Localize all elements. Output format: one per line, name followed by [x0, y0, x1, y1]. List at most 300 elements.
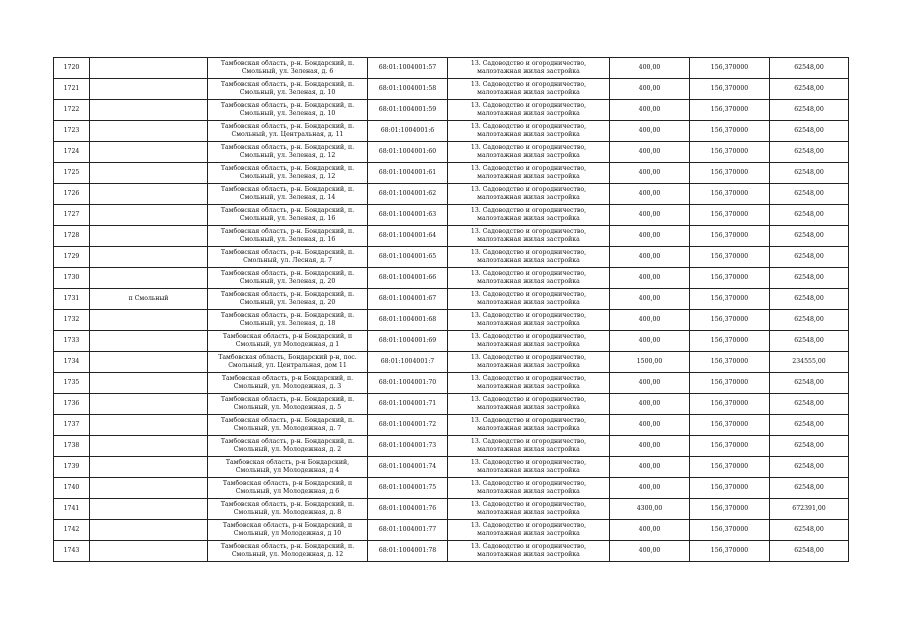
- address-cell: [208, 142, 368, 163]
- land-use-line-1: 13. Садоводство и огородничество,: [470, 102, 587, 109]
- table-row: [54, 58, 849, 79]
- row-number-cell: [54, 142, 90, 163]
- cadastral-number-cell: [368, 247, 448, 268]
- cadastral-number: 68:01:1004001:65: [378, 253, 437, 260]
- land-use-line-2: малоэтажная жилая застройка: [477, 215, 580, 222]
- cost-cell: [770, 478, 849, 499]
- land-use-line-1: 13. Садоводство и огородничество,: [470, 501, 587, 508]
- cadastral-number: 68:01:1004001:57: [378, 64, 437, 71]
- cost-cell: [770, 163, 849, 184]
- cost-value: 62548,00: [794, 169, 824, 176]
- row-number: 1743: [63, 547, 80, 554]
- cost-cell: [770, 541, 849, 562]
- cost-cell: [770, 352, 849, 373]
- address-line-2: Смольный, ул. Зеленая, д. 12: [239, 152, 336, 159]
- cadastral-number-cell: [368, 373, 448, 394]
- row-number: 1729: [63, 253, 80, 260]
- cadastral-number: 68:01:1004001:66: [378, 274, 437, 281]
- address-line-1: Тамбовская область, р-н. Бондарский, п.: [220, 396, 355, 403]
- land-use-line-2: малоэтажная жилая застройка: [477, 257, 580, 264]
- address-cell: [208, 373, 368, 394]
- locality-cell: [90, 58, 208, 79]
- cadastral-number: 68:01:1004001:62: [378, 190, 437, 197]
- address-line-2: Смольный, ул. Зеленая, д. 20: [239, 278, 336, 285]
- address-line-2: Смольный, ул. Молодежная, д. 2: [233, 446, 342, 453]
- address-cell: [208, 184, 368, 205]
- land-use-line-1: 13. Садоводство и огородничество,: [470, 522, 587, 529]
- address-line-1: Тамбовская область, р-н Бондарский,: [225, 459, 350, 466]
- rate-cell: [690, 289, 770, 310]
- table-row: [54, 310, 849, 331]
- rate-value: 156,370000: [710, 337, 749, 344]
- land-use-line-2: малоэтажная жилая застройка: [477, 152, 580, 159]
- cost-value: 62548,00: [794, 295, 824, 302]
- row-number: 1731: [63, 295, 80, 302]
- land-use-line-2: малоэтажная жилая застройка: [477, 89, 580, 96]
- address-cell: [208, 100, 368, 121]
- address-line-1: Тамбовская область, р-н. Бондарский, п.: [220, 417, 355, 424]
- land-use-line-2: малоэтажная жилая застройка: [477, 341, 580, 348]
- row-number: 1741: [63, 505, 80, 512]
- row-number: 1720: [63, 64, 80, 71]
- land-use-line-2: малоэтажная жилая застройка: [477, 530, 580, 537]
- area-value: 400,00: [638, 379, 661, 386]
- cadastral-number-cell: [368, 184, 448, 205]
- area-cell: [610, 226, 690, 247]
- land-use-line-1: 13. Садоводство и огородничество,: [470, 459, 587, 466]
- row-number-cell: [54, 205, 90, 226]
- land-use-cell: [448, 268, 610, 289]
- area-value: 400,00: [638, 400, 661, 407]
- table-row: [54, 247, 849, 268]
- rate-value: 156,370000: [710, 190, 749, 197]
- area-value: 400,00: [638, 547, 661, 554]
- table-row: [54, 331, 849, 352]
- cost-value: 62548,00: [794, 253, 824, 260]
- cost-value: 62548,00: [794, 421, 824, 428]
- land-use-cell: [448, 352, 610, 373]
- locality-cell: [90, 541, 208, 562]
- cadastral-number: 68:01:1004001:61: [378, 169, 437, 176]
- row-number-cell: [54, 457, 90, 478]
- locality-cell: [90, 499, 208, 520]
- land-use-line-2: малоэтажная жилая застройка: [477, 446, 580, 453]
- cost-cell: [770, 310, 849, 331]
- area-cell: [610, 310, 690, 331]
- cost-value: 62548,00: [794, 274, 824, 281]
- table-row: [54, 415, 849, 436]
- address-cell: [208, 205, 368, 226]
- locality-cell: [90, 226, 208, 247]
- address-line-1: Тамбовская область, р-н. Бондарский, п.: [220, 438, 355, 445]
- land-use-line-2: малоэтажная жилая застройка: [477, 488, 580, 495]
- cadastral-number: 68:01:1004001:71: [378, 400, 437, 407]
- address-line-1: Тамбовская область, р-н. Бондарский, п.: [220, 60, 355, 67]
- address-cell: [208, 415, 368, 436]
- row-number-cell: [54, 79, 90, 100]
- table-row: [54, 100, 849, 121]
- address-line-1: Тамбовская область, р-н Бондарский, п.: [221, 375, 354, 382]
- area-cell: [610, 79, 690, 100]
- address-cell: [208, 436, 368, 457]
- cost-value: 62548,00: [794, 64, 824, 71]
- land-use-cell: [448, 415, 610, 436]
- land-use-cell: [448, 541, 610, 562]
- rate-cell: [690, 205, 770, 226]
- address-line-1: Тамбовская область, р-н Бондарский, п: [222, 480, 353, 487]
- land-use-line-2: малоэтажная жилая застройка: [477, 509, 580, 516]
- locality-cell: [90, 331, 208, 352]
- address-line-1: Тамбовская область, р-н. Бондарский, п.: [220, 501, 355, 508]
- address-line-2: Смольный, ул. Зеленая, д. 16: [239, 215, 336, 222]
- row-number: 1742: [63, 526, 80, 533]
- rate-cell: [690, 184, 770, 205]
- cost-value: 62548,00: [794, 463, 824, 470]
- address-line-2: Смольный, ул. Лесная, д. 7: [243, 257, 332, 264]
- locality-cell: [90, 436, 208, 457]
- rate-cell: [690, 352, 770, 373]
- cost-cell: [770, 121, 849, 142]
- row-number: 1740: [63, 484, 80, 491]
- locality-cell: [90, 79, 208, 100]
- cadastral-number: 68:01:1004001:6: [380, 127, 435, 134]
- table-row: [54, 184, 849, 205]
- land-use-line-1: 13. Садоводство и огородничество,: [470, 333, 587, 340]
- locality-cell: [90, 457, 208, 478]
- land-use-line-2: малоэтажная жилая застройка: [477, 362, 580, 369]
- land-use-cell: [448, 100, 610, 121]
- area-cell: [610, 247, 690, 268]
- rate-cell: [690, 121, 770, 142]
- land-use-line-1: 13. Садоводство и огородничество,: [470, 480, 587, 487]
- land-use-line-1: 13. Садоводство и огородничество,: [470, 270, 587, 277]
- cadastral-number: 68:01:1004001:58: [378, 85, 437, 92]
- land-use-cell: [448, 163, 610, 184]
- row-number-cell: [54, 373, 90, 394]
- cadastral-number-cell: [368, 205, 448, 226]
- rate-cell: [690, 541, 770, 562]
- table-row: [54, 373, 849, 394]
- row-number: 1725: [63, 169, 80, 176]
- cadastral-number-cell: [368, 478, 448, 499]
- cost-value: 62548,00: [794, 85, 824, 92]
- address-line-2: Смольный, ул. Молодежная, д. 12: [231, 551, 344, 558]
- address-line-2: Смольный, ул Молодежная, д 1: [235, 341, 340, 348]
- address-line-1: Тамбовская область, р-н. Бондарский, п.: [220, 123, 355, 130]
- address-line-2: Смольный, ул. Центральная, дом 11: [228, 362, 347, 369]
- address-line-1: Тамбовская область, р-н. Бондарский, п.: [220, 165, 355, 172]
- area-cell: [610, 268, 690, 289]
- land-use-cell: [448, 58, 610, 79]
- area-value: 400,00: [638, 295, 661, 302]
- area-value: 400,00: [638, 316, 661, 323]
- area-cell: [610, 373, 690, 394]
- table-row: [54, 478, 849, 499]
- land-use-cell: [448, 289, 610, 310]
- address-line-1: Тамбовская область, р-н. Бондарский, п.: [220, 228, 355, 235]
- cadastral-number-cell: [368, 121, 448, 142]
- land-use-line-2: малоэтажная жилая застройка: [477, 551, 580, 558]
- row-number-cell: [54, 268, 90, 289]
- address-line-2: Смольный, ул. Зеленая, д. 10: [239, 110, 336, 117]
- land-use-line-1: 13. Садоводство и огородничество,: [470, 123, 587, 130]
- address-line-1: Тамбовская область, р-н. Бондарский, п.: [220, 543, 355, 550]
- land-plot-table: [53, 57, 849, 562]
- address-line-1: Тамбовская область, р-н. Бондарский, п.: [220, 249, 355, 256]
- area-cell: [610, 205, 690, 226]
- area-value: 400,00: [638, 169, 661, 176]
- cost-value: 62548,00: [794, 127, 824, 134]
- land-use-cell: [448, 142, 610, 163]
- cadastral-number: 68:01:1004001:74: [378, 463, 437, 470]
- cadastral-number-cell: [368, 310, 448, 331]
- address-line-1: Тамбовская область, р-н. Бондарский, п.: [220, 291, 355, 298]
- cadastral-number: 68:01:1004001:68: [378, 316, 437, 323]
- table-row: [54, 499, 849, 520]
- address-cell: [208, 163, 368, 184]
- land-use-line-2: малоэтажная жилая застройка: [477, 110, 580, 117]
- cost-cell: [770, 457, 849, 478]
- land-use-line-2: малоэтажная жилая застройка: [477, 278, 580, 285]
- locality-cell: [90, 163, 208, 184]
- area-cell: [610, 415, 690, 436]
- cost-value: 62548,00: [794, 106, 824, 113]
- land-use-line-1: 13. Садоводство и огородничество,: [470, 144, 587, 151]
- row-number: 1738: [63, 442, 80, 449]
- rate-cell: [690, 163, 770, 184]
- area-value: 400,00: [638, 211, 661, 218]
- rate-cell: [690, 520, 770, 541]
- land-cadastral-table-sheet: [53, 57, 848, 562]
- cadastral-number: 68:01:1004001:70: [378, 379, 437, 386]
- area-value: 400,00: [638, 64, 661, 71]
- cost-cell: [770, 331, 849, 352]
- land-use-cell: [448, 478, 610, 499]
- land-use-line-1: 13. Садоводство и огородничество,: [470, 165, 587, 172]
- cost-value: 62548,00: [794, 148, 824, 155]
- cost-value: 62548,00: [794, 526, 824, 533]
- land-use-line-2: малоэтажная жилая застройка: [477, 194, 580, 201]
- row-number: 1737: [63, 421, 80, 428]
- area-cell: [610, 121, 690, 142]
- land-use-cell: [448, 310, 610, 331]
- land-use-line-2: малоэтажная жилая застройка: [477, 467, 580, 474]
- rate-cell: [690, 100, 770, 121]
- area-cell: [610, 478, 690, 499]
- area-cell: [610, 541, 690, 562]
- land-use-line-1: 13. Садоводство и огородничество,: [470, 186, 587, 193]
- land-use-cell: [448, 79, 610, 100]
- cadastral-number-cell: [368, 142, 448, 163]
- locality-cell: [90, 289, 208, 310]
- cost-cell: [770, 142, 849, 163]
- area-cell: [610, 436, 690, 457]
- rate-value: 156,370000: [710, 484, 749, 491]
- land-use-line-2: малоэтажная жилая застройка: [477, 131, 580, 138]
- row-number: 1730: [63, 274, 80, 281]
- cost-cell: [770, 268, 849, 289]
- cadastral-number-cell: [368, 100, 448, 121]
- cadastral-number-cell: [368, 520, 448, 541]
- area-cell: [610, 457, 690, 478]
- cadastral-number-cell: [368, 457, 448, 478]
- cost-value: 62548,00: [794, 442, 824, 449]
- area-cell: [610, 142, 690, 163]
- land-use-line-2: малоэтажная жилая застройка: [477, 173, 580, 180]
- address-cell: [208, 499, 368, 520]
- cadastral-number: 68:01:1004001:77: [378, 526, 437, 533]
- row-number-cell: [54, 184, 90, 205]
- area-value: 400,00: [638, 337, 661, 344]
- cadastral-number: 68:01:1004001:60: [378, 148, 437, 155]
- cadastral-number-cell: [368, 289, 448, 310]
- area-value: 400,00: [638, 526, 661, 533]
- address-cell: [208, 268, 368, 289]
- table-row: [54, 394, 849, 415]
- cadastral-number: 68:01:1004001:69: [378, 337, 437, 344]
- land-use-line-2: малоэтажная жилая застройка: [477, 299, 580, 306]
- locality-cell: [90, 373, 208, 394]
- rate-cell: [690, 415, 770, 436]
- cost-value: 62548,00: [794, 337, 824, 344]
- area-cell: [610, 163, 690, 184]
- area-cell: [610, 289, 690, 310]
- table-body: [54, 58, 849, 562]
- land-use-cell: [448, 184, 610, 205]
- land-use-line-1: 13. Садоводство и огородничество,: [470, 249, 587, 256]
- area-value: 400,00: [638, 484, 661, 491]
- cost-cell: [770, 226, 849, 247]
- cost-value: 62548,00: [794, 316, 824, 323]
- address-line-2: Смольный, ул. Зеленая, д. 6: [241, 68, 334, 75]
- cadastral-number-cell: [368, 394, 448, 415]
- address-line-2: Смольный, ул. Молодежная, д. 8: [233, 509, 342, 516]
- row-number-cell: [54, 310, 90, 331]
- cadastral-number: 68:01:1004001:7: [380, 358, 435, 365]
- cost-cell: [770, 394, 849, 415]
- land-use-line-2: малоэтажная жилая застройка: [477, 68, 580, 75]
- land-use-line-1: 13. Садоводство и огородничество,: [470, 438, 587, 445]
- area-cell: [610, 520, 690, 541]
- land-use-line-1: 13. Садоводство и огородничество,: [470, 60, 587, 67]
- land-use-cell: [448, 373, 610, 394]
- area-value: 400,00: [638, 148, 661, 155]
- address-cell: [208, 541, 368, 562]
- cost-value: 234555,00: [792, 358, 826, 365]
- cadastral-number-cell: [368, 163, 448, 184]
- rate-value: 156,370000: [710, 463, 749, 470]
- area-cell: [610, 499, 690, 520]
- rate-value: 156,370000: [710, 547, 749, 554]
- row-number-cell: [54, 499, 90, 520]
- land-use-cell: [448, 205, 610, 226]
- locality-cell: [90, 394, 208, 415]
- rate-cell: [690, 436, 770, 457]
- locality-cell: [90, 247, 208, 268]
- address-line-2: Смольный, ул. Молодежная, д. 7: [233, 425, 342, 432]
- cost-cell: [770, 415, 849, 436]
- table-row: [54, 457, 849, 478]
- address-cell: [208, 394, 368, 415]
- cadastral-number-cell: [368, 415, 448, 436]
- address-cell: [208, 310, 368, 331]
- cadastral-number: 68:01:1004001:73: [378, 442, 437, 449]
- cadastral-number: 68:01:1004001:63: [378, 211, 437, 218]
- address-cell: [208, 79, 368, 100]
- rate-value: 156,370000: [710, 379, 749, 386]
- address-line-1: Тамбовская область, р-н. Бондарский, п.: [220, 102, 355, 109]
- address-cell: [208, 478, 368, 499]
- row-number: 1723: [63, 127, 80, 134]
- area-value: 400,00: [638, 85, 661, 92]
- land-use-cell: [448, 121, 610, 142]
- land-use-cell: [448, 436, 610, 457]
- area-value: 400,00: [638, 463, 661, 470]
- land-use-cell: [448, 520, 610, 541]
- land-use-cell: [448, 394, 610, 415]
- address-line-2: Смольный, ул. Зеленая, д. 10: [239, 89, 336, 96]
- row-number: 1726: [63, 190, 80, 197]
- cadastral-number-cell: [368, 541, 448, 562]
- row-number-cell: [54, 520, 90, 541]
- cadastral-number: 68:01:1004001:75: [378, 484, 437, 491]
- row-number: 1721: [63, 85, 80, 92]
- locality-cell: [90, 121, 208, 142]
- address-line-1: Тамбовская область, р-н. Бондарский, п.: [220, 144, 355, 151]
- cost-cell: [770, 100, 849, 121]
- land-use-cell: [448, 247, 610, 268]
- address-cell: [208, 352, 368, 373]
- cadastral-number: 68:01:1004001:72: [378, 421, 437, 428]
- locality-label: п Смольный: [128, 295, 169, 302]
- locality-cell: [90, 142, 208, 163]
- address-line-2: Смольный, ул. Молодежная, д. 5: [233, 404, 342, 411]
- address-cell: [208, 289, 368, 310]
- rate-cell: [690, 58, 770, 79]
- rate-cell: [690, 478, 770, 499]
- area-value: 1500,00: [636, 358, 663, 365]
- area-value: 4300,00: [636, 505, 663, 512]
- area-cell: [610, 394, 690, 415]
- rate-cell: [690, 457, 770, 478]
- row-number-cell: [54, 289, 90, 310]
- table-row: [54, 289, 849, 310]
- rate-value: 156,370000: [710, 85, 749, 92]
- rate-cell: [690, 268, 770, 289]
- rate-cell: [690, 394, 770, 415]
- row-number-cell: [54, 415, 90, 436]
- area-value: 400,00: [638, 232, 661, 239]
- land-use-cell: [448, 226, 610, 247]
- locality-cell: [90, 205, 208, 226]
- cadastral-number: 68:01:1004001:64: [378, 232, 437, 239]
- cost-cell: [770, 436, 849, 457]
- rate-value: 156,370000: [710, 400, 749, 407]
- land-use-line-1: 13. Садоводство и огородничество,: [470, 207, 587, 214]
- row-number-cell: [54, 541, 90, 562]
- row-number-cell: [54, 58, 90, 79]
- table-row: [54, 436, 849, 457]
- land-use-line-2: малоэтажная жилая застройка: [477, 425, 580, 432]
- cost-cell: [770, 58, 849, 79]
- cadastral-number-cell: [368, 268, 448, 289]
- rate-cell: [690, 226, 770, 247]
- cadastral-number-cell: [368, 226, 448, 247]
- cadastral-number: 68:01:1004001:59: [378, 106, 437, 113]
- address-cell: [208, 457, 368, 478]
- row-number-cell: [54, 226, 90, 247]
- cost-cell: [770, 373, 849, 394]
